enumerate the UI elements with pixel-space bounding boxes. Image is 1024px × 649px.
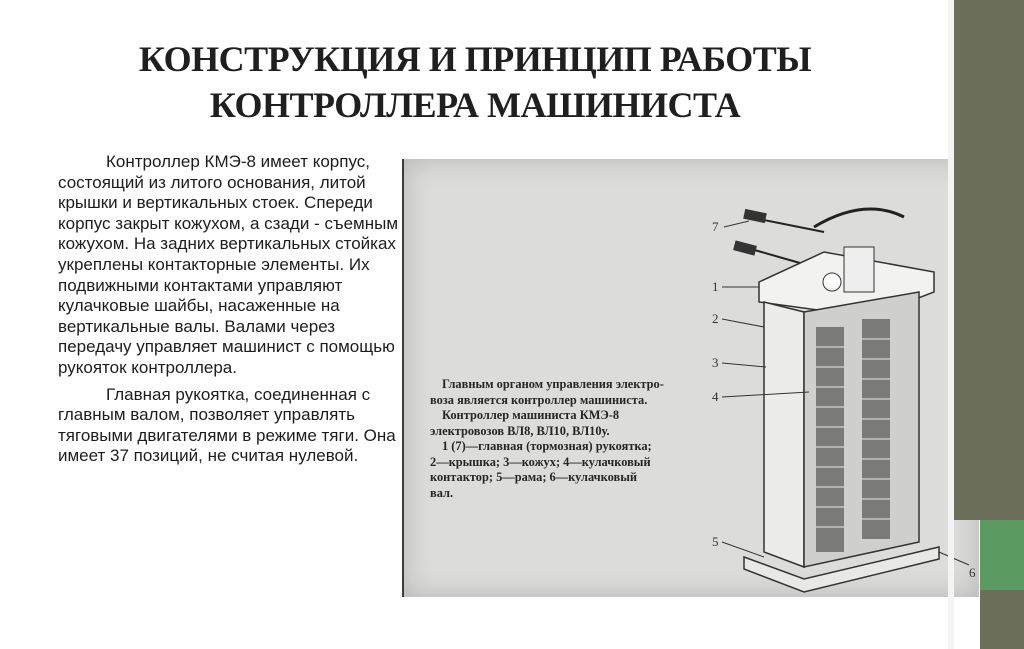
caption-line: воза является контроллер машиниста.	[430, 392, 648, 407]
sidebar-decoration-line	[948, 0, 954, 649]
controller-figure	[402, 159, 979, 597]
label-7: 7	[712, 219, 719, 234]
paragraph-1: Контроллер КМЭ-8 имеет корпус, состоящий из литого основания, литой крышки и вертикальных стоек. Спереди корпус закрыт кожухом, а сзади - съемным кожухом. На задних вертикальных стойках укреплены контакторные элементы. Их подвижными контактами управляют кулачковые шайбы, насаженные на вертикальные валы. Валами через передачу управляет машинист с помощью рукояток контроллера.	[58, 152, 399, 377]
body-text	[58, 152, 398, 467]
label-1: 1	[712, 279, 719, 294]
caption-line: Главным органом управления электро-	[442, 377, 664, 391]
label-6: 6	[969, 565, 976, 580]
title-line-1: КОНСТРУКЦИЯ И ПРИНЦИП РАБОТЫ	[138, 39, 812, 79]
caption-line: контактор; 5—рама; 6—кулачковый	[430, 470, 638, 484]
label-5: 5	[712, 534, 719, 549]
caption-line: вал.	[430, 485, 454, 500]
figure-caption	[430, 377, 730, 501]
paragraph-2: Главная рукоятка, соединенная с главным валом, позволяет управлять тяговыми двигателями в режиме тяги. Она имеет 37 позиций, не считая нулевой.	[58, 384, 396, 466]
sidebar-decoration-dark	[948, 0, 1024, 520]
sidebar-decoration-grey	[980, 590, 1024, 649]
caption-line: 1 (7)—главная (тормозная) рукоятка;	[442, 439, 652, 453]
slide-title	[60, 36, 890, 128]
label-2: 2	[712, 311, 719, 326]
label-3: 3	[712, 355, 719, 370]
caption-line: 2—крышка; 3—кожух; 4—кулачковый	[430, 454, 651, 469]
label-4: 4	[712, 389, 719, 404]
title-line-2: КОНТРОЛЛЕРА МАШИНИСТА	[209, 85, 741, 125]
sidebar-decoration-green	[980, 520, 1024, 590]
caption-line: Контроллер машиниста КМЭ-8	[442, 408, 620, 422]
caption-line: электровозов ВЛ8, ВЛ10, ВЛ10у.	[430, 423, 610, 438]
controller-drawing	[704, 187, 984, 597]
